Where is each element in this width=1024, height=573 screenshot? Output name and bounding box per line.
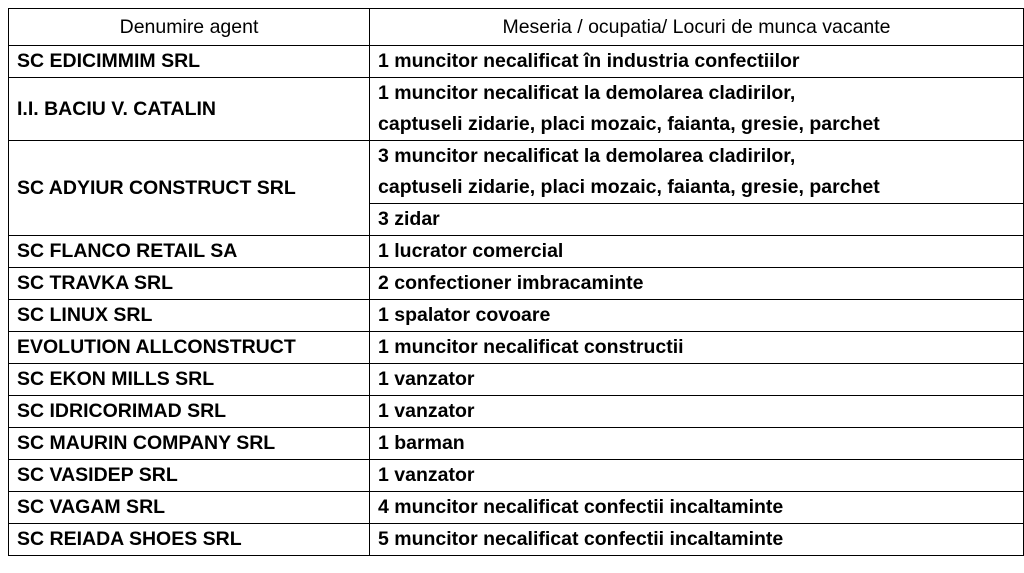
agent-cell: SC REIADA SHOES SRL [9,524,370,556]
table-header-row [9,9,1024,46]
job-line: captuseli zidarie, placi mozaic, faianta, gresie, parchet [378,113,880,135]
table-row [9,460,1024,492]
table-row [9,268,1024,300]
agent-cell: I.I. BACIU V. CATALIN [9,78,370,141]
agent-cell: SC EKON MILLS SRL [9,364,370,396]
header-agent: Denumire agent [9,9,370,46]
agent-cell: SC MAURIN COMPANY SRL [9,428,370,460]
agent-cell: SC ADYIUR CONSTRUCT SRL [9,141,370,236]
agent-cell: SC LINUX SRL [9,300,370,332]
agent-cell: SC TRAVKA SRL [9,268,370,300]
job-line: captuseli zidarie, placi mozaic, faianta, gresie, parchet [378,176,880,198]
table-row [9,78,1024,141]
job-line: 3 muncitor necalificat la demolarea cladirilor, [378,145,796,167]
job-cell [370,78,1024,141]
job-cell: 1 vanzator [370,460,1024,492]
job-cell: 1 vanzator [370,396,1024,428]
agent-cell: SC EDICIMMIM SRL [9,46,370,78]
header-job: Meseria / ocupatia/ Locuri de munca vacante [370,9,1024,46]
job-cell: 5 muncitor necalificat confectii incaltaminte [370,524,1024,556]
job-cell: 1 muncitor necalificat în industria confectiilor [370,46,1024,78]
job-cell: 1 barman [370,428,1024,460]
agent-cell: SC VASIDEP SRL [9,460,370,492]
job-cell: 4 muncitor necalificat confectii incaltaminte [370,492,1024,524]
job-cell: 1 muncitor necalificat constructii [370,332,1024,364]
vacancies-table [8,8,1024,556]
table-row [9,300,1024,332]
agent-cell: SC VAGAM SRL [9,492,370,524]
table-row [9,396,1024,428]
job-cell: 3 zidar [370,204,1024,236]
agent-cell: SC IDRICORIMAD SRL [9,396,370,428]
job-cell [370,141,1024,204]
job-cell: 1 vanzator [370,364,1024,396]
table-row [9,492,1024,524]
job-cell: 2 confectioner imbracaminte [370,268,1024,300]
table-row [9,141,1024,204]
job-cell: 1 lucrator comercial [370,236,1024,268]
agent-cell: SC FLANCO RETAIL SA [9,236,370,268]
table-row [9,524,1024,556]
table-row [9,428,1024,460]
agent-cell: EVOLUTION ALLCONSTRUCT [9,332,370,364]
table-row [9,332,1024,364]
job-line: 1 muncitor necalificat la demolarea cladirilor, [378,82,796,104]
job-cell: 1 spalator covoare [370,300,1024,332]
table-row [9,46,1024,78]
table-row [9,236,1024,268]
table-row [9,364,1024,396]
